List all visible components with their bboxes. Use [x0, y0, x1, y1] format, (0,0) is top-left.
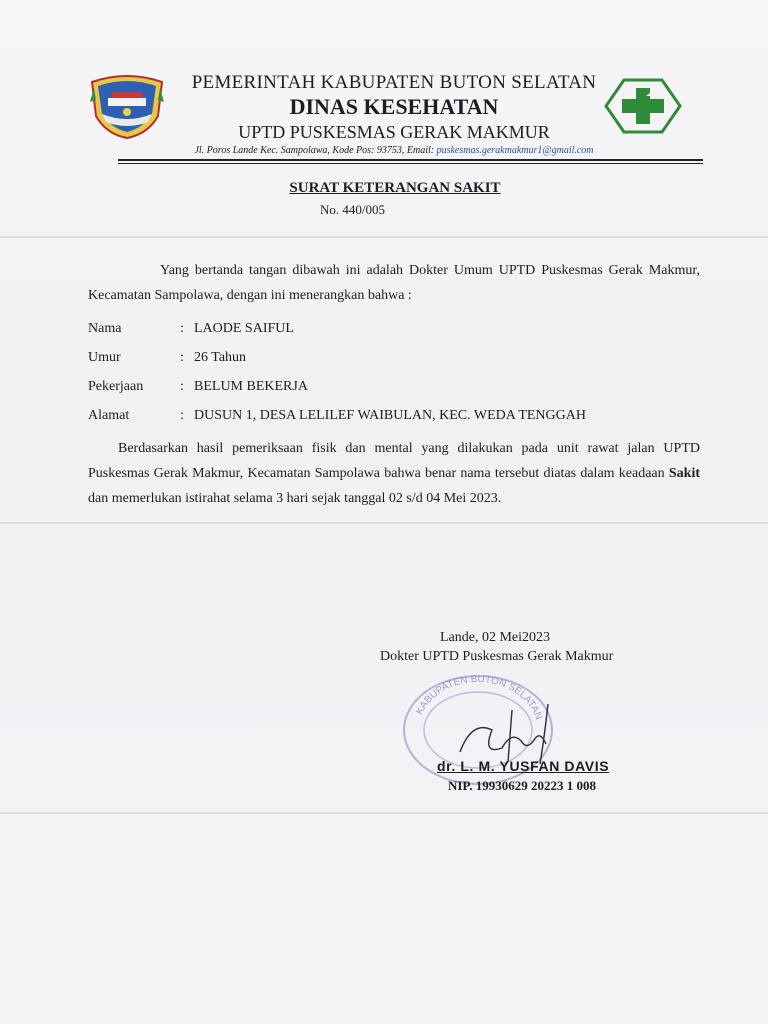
stamp-text: KABUPATEN BUTON SELATAN [414, 673, 544, 722]
intro-text: Yang bertanda tangan dibawah ini adalah Dokter Umum UPTD Puskesmas Gerak Makmur, Kecamatan Sampolawa, dengan ini menerangkan bahwa : [88, 263, 700, 303]
header-department: DINAS KESEHATAN [289, 94, 499, 119]
paper-fold [0, 812, 768, 814]
field-separator: : [180, 350, 184, 365]
address-text: Jl. Poros Lande Kec. Sampolawa, Kode Pos: 93753, Email: [194, 145, 435, 156]
field-row-name [88, 321, 294, 337]
body-text-1: Berdasarkan hasil pemeriksaan fisik dan mental yang dilakukan pada unit rawat jalan UPTD Puskesmas Gerak Makmur, Kecamatan Sampolawa bahwa benar nama tersebut diatas dalam keadaan [88, 441, 700, 481]
letter-number: No. 440/005 [320, 202, 385, 217]
field-label: Pekerjaan [88, 379, 144, 394]
doctor-name: dr. L. M. YUSFAN DAVIS [437, 758, 610, 774]
field-value: DUSUN 1, DESA LELILEF WAIBULAN, KEC. WEDA TENGGAH [194, 408, 586, 423]
field-row-address [88, 408, 586, 424]
field-separator: : [180, 408, 184, 423]
email-text: puskesmas.gerakmakmur1@gmail.com [436, 145, 594, 156]
header-address [0, 145, 768, 156]
field-value: 26 Tahun [194, 350, 247, 365]
body-bold: Sakit [668, 466, 700, 481]
field-row-age [88, 350, 246, 366]
letter-title: SURAT KETERANGAN SAKIT [289, 180, 501, 196]
field-separator: : [180, 379, 184, 394]
field-label: Alamat [88, 408, 130, 423]
field-value: BELUM BEKERJA [194, 379, 308, 394]
header-rule [118, 159, 703, 161]
field-label: Nama [88, 321, 122, 336]
header-government: PEMERINTAH KABUPATEN BUTON SELATAN [191, 72, 597, 93]
header-unit: UPTD PUSKESMAS GERAK MAKMUR [238, 122, 550, 142]
intro-paragraph [88, 258, 700, 308]
place-date: Lande, 02 Mei2023 [440, 630, 551, 645]
body-paragraph [88, 436, 700, 511]
paper-fold [0, 522, 768, 524]
field-value: LAODE SAIFUL [194, 321, 294, 336]
field-separator: : [180, 321, 184, 336]
body-text-2: dan memerlukan istirahat selama 3 hari sejak tanggal 02 s/d 04 Mei 2023. [88, 491, 502, 506]
signer-role: Dokter UPTD Puskesmas Gerak Makmur [380, 649, 614, 664]
field-row-occupation [88, 379, 308, 395]
header-rule-thin [118, 163, 703, 164]
doctor-nip: NIP. 19930629 20223 1 008 [448, 778, 596, 793]
field-label: Umur [88, 350, 121, 365]
paper-fold [0, 236, 768, 238]
